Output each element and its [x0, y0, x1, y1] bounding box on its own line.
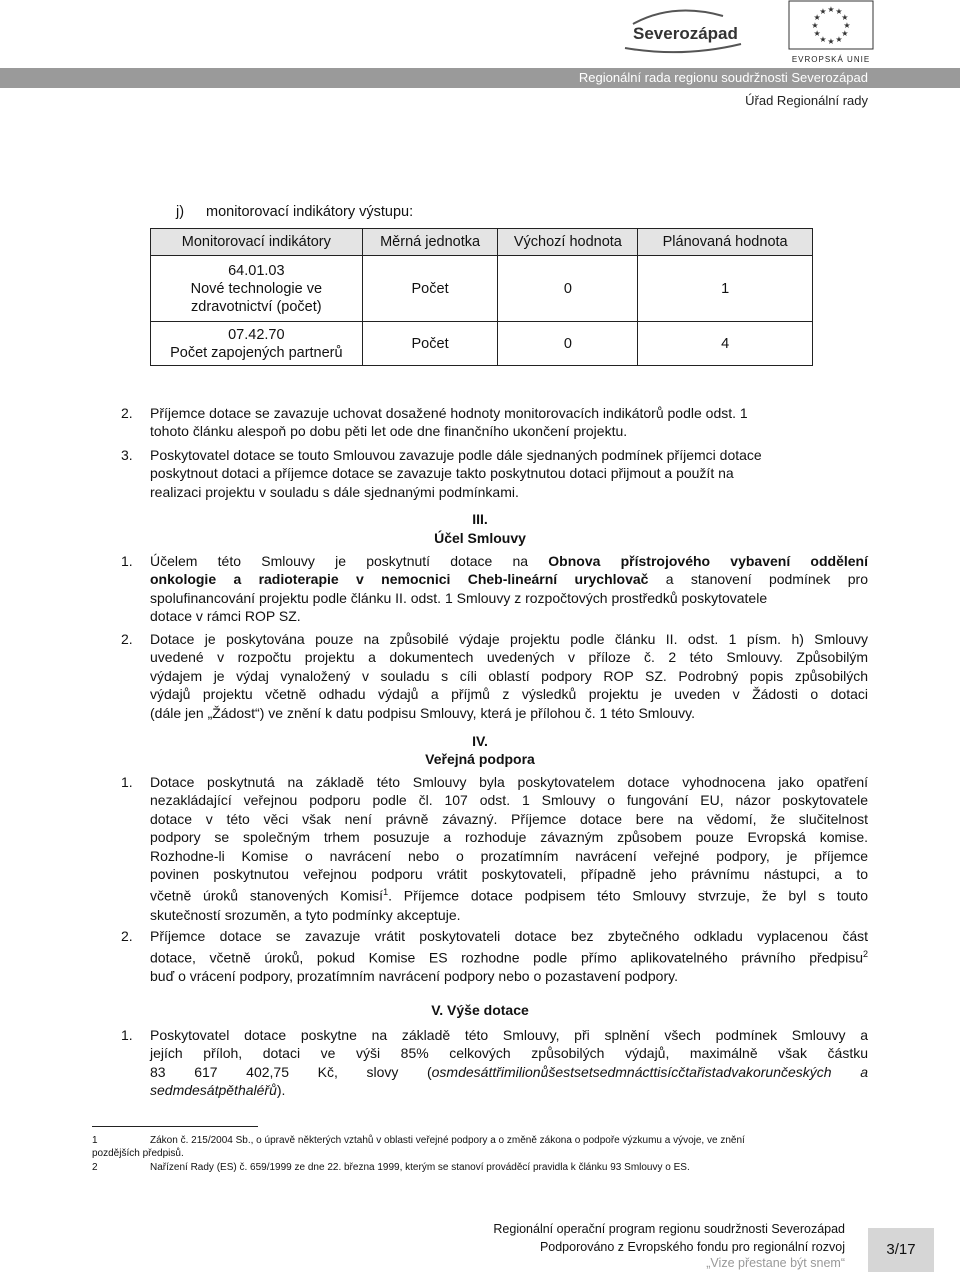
footnote-ref: 2	[862, 949, 868, 960]
planned-value-cell: 4	[638, 322, 813, 366]
footer-fund: Podporováno z Evropského fondu pro regionální rozvoj	[539, 1240, 845, 1254]
paragraph-V-1	[150, 1026, 868, 1100]
footer-motto: „Vize přestane být snem“	[706, 1256, 845, 1270]
eu-logo	[786, 0, 876, 64]
eu-star-icon: ★	[841, 13, 849, 22]
table-header: Plánovaná hodnota	[638, 229, 813, 256]
section-title: Účel Smlouvy	[434, 530, 526, 546]
text-line: Dotace poskytnutá na základě této Smlouvy byla poskytovatelem dotace vyhodnocena jako opatření	[150, 774, 868, 790]
text-line: realizaci projektu v souladu s dále sjednanými podmínkami.	[150, 483, 519, 500]
table-header: Monitorovací indikátory	[151, 229, 363, 256]
text-line: buď o vrácení podpory, prozatímním navrácení podpory nebo o pozastavení podpory.	[150, 968, 678, 985]
text-line: podpory se společným trhem posuzuje a rozhoduje závazným způsobem pouze Evropská komise.	[150, 829, 868, 846]
text-line: dotace, včetně úroků, pokud Komise ES rozhodne podle přímo aplikovatelného právního předpisu$^2$	[150, 949, 868, 967]
eu-star-icon: ★	[827, 37, 835, 46]
indicator-name: zdravotnictví (počet)	[191, 298, 322, 315]
paragraph-IV-1	[150, 773, 868, 924]
text-line: (dále jen „Žádost“) ve znění k datu podpisu Smlouvy, která je přílohou č. 1 této Smlouvy.	[150, 704, 695, 721]
header-subtitle: Úřad Regionální rady	[745, 93, 868, 108]
eu-star-icon: ★	[819, 7, 827, 17]
text-line: dotace v rámci ROP SZ.	[150, 608, 301, 625]
page-number: 3/17	[868, 1228, 934, 1272]
eu-star-icon: ★	[827, 5, 835, 14]
text-line: včetně úroků stanovených Komisí$^1$. Příjemce dotace podpisem této Smlouvy stvrzuje, že byl s touto	[150, 887, 868, 905]
table-header: Výchozí hodnota	[498, 229, 638, 256]
text-line: nezakládající veřejnou podporu podle čl. 107 odst. 1 Smlouvy o fungování EU, názor poskytovatele	[150, 792, 868, 809]
text-line: spolufinancování projektu podle článku II. odst. 1 Smlouvy z rozpočtových prostředků poskytovatele	[150, 589, 768, 606]
paragraph-number: 2.	[121, 405, 133, 421]
text-line: výdajem je výdaj vynaložený v souladu s cíli oblastí podpory ROP SZ. Podrobný popis způsobilých	[150, 667, 868, 684]
text-line: Příjemce dotace se zavazuje uchovat dosažené hodnoty monitorovacích indikátorů podle odst. 1	[150, 405, 748, 421]
base-value-cell: 0	[498, 322, 638, 366]
eu-star-icon: ★	[835, 7, 843, 17]
text-line: dotace v této věci však není právně závazný. Příjemce dotace bere na vědomí, že slučitelnost	[150, 810, 868, 827]
eu-label: EVROPSKÁ UNIE	[791, 55, 871, 64]
footnote-number: 1	[92, 1135, 98, 1146]
paragraph-number: 2.	[121, 928, 133, 944]
paragraph-number: 3.	[121, 447, 133, 463]
severozapad-logo	[603, 4, 763, 56]
section-number: III.	[472, 511, 488, 527]
section-title: Veřejná podpora	[425, 751, 535, 767]
svg-text:Severozápad: Severozápad	[633, 24, 738, 43]
indicator-name: Nové technologie ve	[190, 280, 323, 297]
footnote-separator	[92, 1126, 258, 1127]
table-header-row	[151, 229, 813, 256]
header-bar-title: Regionální rada regionu soudržnosti Severozápad	[578, 70, 868, 85]
text-line: výdajů projektu včetně odhadu výdajů a příjmů z výsledků projektu je uveden v Žádosti o dotaci	[150, 686, 868, 703]
base-value-cell: 0	[498, 256, 638, 322]
text-line: 83 617 402,75 Kč, slovy (osmdesáttřimilionůšestsetsedmnácttisícčtařistadvakorunčeských a	[150, 1063, 868, 1080]
indicator-name: Počet zapojených partnerů	[170, 344, 343, 361]
eu-star-icon: ★	[811, 21, 819, 30]
text-line: povinen poskytnutou veřejnou podporu vrátit poskytovateli, případně jeho právnímu nástupci, a to	[150, 866, 868, 883]
footnote-text: pozdějších předpisů.	[92, 1148, 184, 1159]
eu-star-icon: ★	[835, 34, 843, 44]
eu-star-icon: ★	[813, 29, 821, 38]
text-line: poskytnout dotaci a příjemce dotace se zavazuje takto poskytnutou dotaci přijmout a použít na	[150, 465, 734, 482]
text-line: Účelem této Smlouvy je poskytnutí dotace na Obnova přístrojového vybavení oddělení	[150, 553, 868, 569]
section-j-title: monitorovací indikátory výstupu:	[206, 204, 414, 220]
table-row	[151, 256, 813, 322]
section-number: IV.	[472, 733, 488, 749]
footnote-text: Nařízení Rady (ES) č. 659/1999 ze dne 22. března 1999, kterým se stanoví prováděcí pravidla k článku 93 Smlouvy o ES.	[150, 1162, 690, 1173]
text-line: Rozhodne-li Komise o navrácení nebo o prozatímním navrácení veřejné podpory, je příjemce	[150, 847, 868, 864]
eu-flag-icon	[786, 0, 876, 50]
indicators-table	[150, 228, 813, 366]
text-line: tohoto článku alespoň po dobu pěti let ode dne finančního ukončení projektu.	[150, 423, 628, 440]
indicator-code: 64.01.03	[228, 262, 285, 279]
section-title: V. Výše dotace	[431, 1002, 529, 1018]
eu-star-icon: ★	[819, 34, 827, 44]
text-line: Poskytovatel dotace se touto Smlouvou zavazuje podle dále sjednaných podmínek příjemci dotace	[150, 447, 762, 463]
text-line: uvedené v rozpočtu projektu a dokumentech uvedených v příloze č. 2 této Smlouvy. Způsobilým	[150, 649, 868, 666]
text-line: Poskytovatel dotace poskytne na základě této Smlouvy, při splnění všech podmínek Smlouvy a	[150, 1027, 868, 1043]
planned-value-cell: 1	[638, 256, 813, 322]
paragraph-number: 2.	[121, 631, 133, 647]
table-header: Měrná jednotka	[362, 229, 498, 256]
text-line: Příjemce dotace se zavazuje vrátit poskytovateli dotace bez zbytečného odkladu vyplacenou část	[150, 928, 868, 944]
eu-star-icon: ★	[841, 29, 849, 38]
text-line: Dotace je poskytována pouze na způsobilé výdaje projektu podle článku II. odst. 1 písm. h) Smlouvy	[150, 631, 868, 647]
text-line: onkologie a radioterapie v nemocnici Cheb-lineární urychlovač a stanovení podmínek pro	[150, 571, 868, 588]
paragraph-number: 1.	[121, 1027, 133, 1043]
paragraph-IV-2	[150, 927, 868, 986]
section-j-marker: j)	[176, 204, 185, 220]
indicator-code: 07.42.70	[228, 326, 285, 343]
paragraph-2	[150, 404, 868, 441]
footnote-number: 2	[92, 1162, 98, 1173]
unit-cell: Počet	[362, 256, 498, 322]
paragraph-III-1	[150, 552, 868, 626]
paragraph-number: 1.	[121, 553, 133, 569]
footnote-text: Zákon č. 215/2004 Sb., o úpravě některých vztahů v oblasti veřejné podpory a o změně zákona o podpoře výzkumu a vývoje, ve znění	[150, 1135, 745, 1146]
text-line: sedmdesátpěthaléřů).	[150, 1082, 286, 1099]
text-line: jejích příloh, dotaci ve výši 85% celkových způsobilých výdajů, maximálně však částku	[150, 1045, 868, 1062]
paragraph-III-2	[150, 630, 868, 722]
footer-program: Regionální operační program regionu soudržnosti Severozápad	[493, 1222, 845, 1236]
unit-cell: Počet	[362, 322, 498, 366]
eu-star-icon: ★	[813, 13, 821, 22]
text-line: skutečností srozuměn, a tyto podmínky akceptuje.	[150, 906, 461, 923]
footnote-ref: 1	[383, 887, 389, 898]
paragraph-number: 1.	[121, 774, 133, 790]
paragraph-3	[150, 446, 868, 501]
table-row	[151, 322, 813, 366]
eu-star-icon: ★	[843, 21, 851, 30]
